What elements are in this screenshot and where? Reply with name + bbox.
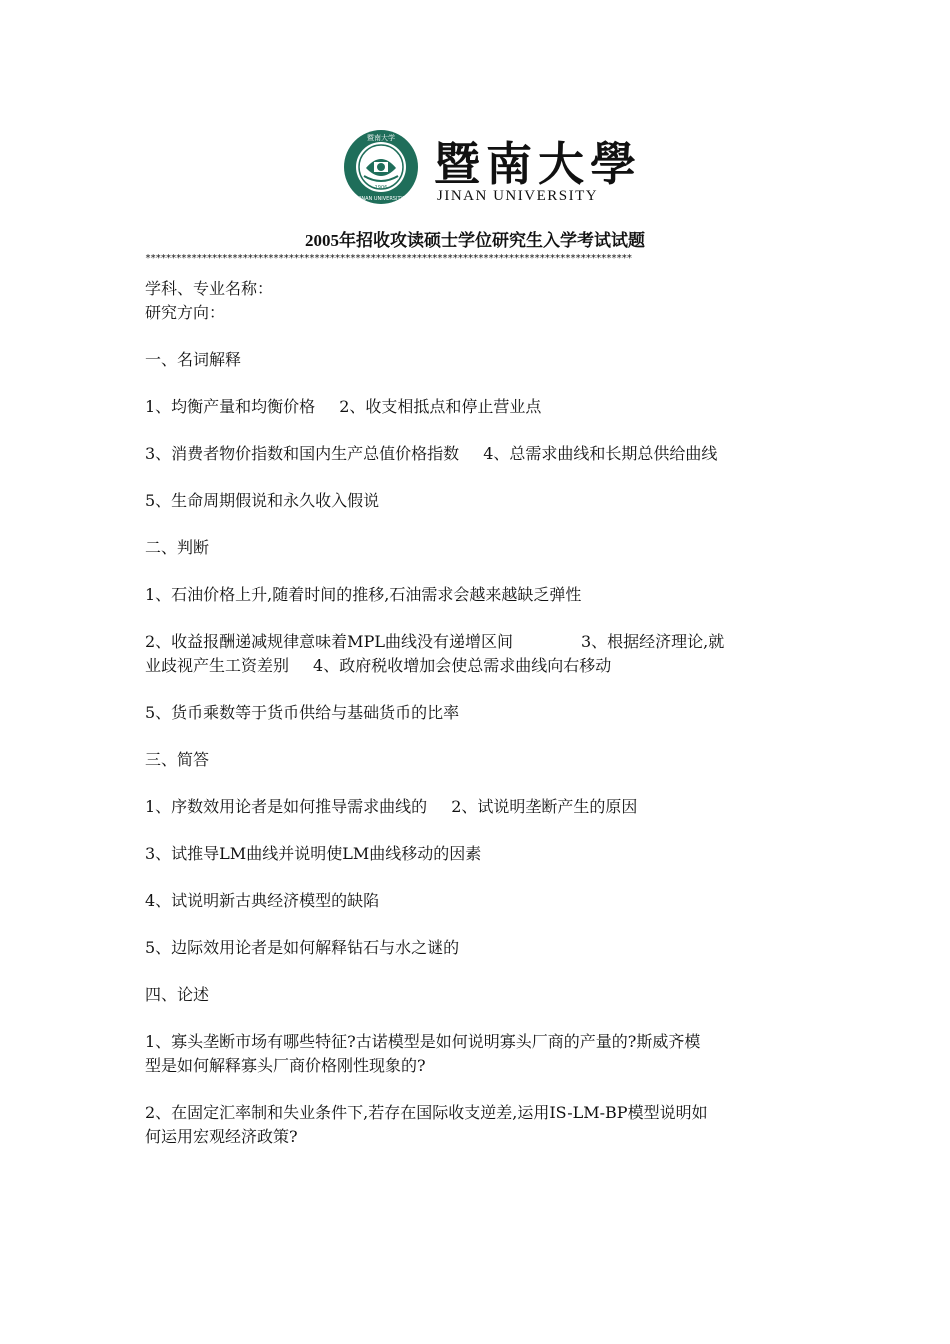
seal-year: 1906: [374, 185, 388, 191]
exam-content: [145, 277, 810, 1149]
question-item: 3、消费者物价指数和国内生产总值价格指数: [145, 444, 460, 463]
direction-label: 研究方向：: [145, 303, 226, 322]
section-heading-2: 二、判断: [145, 538, 210, 557]
question-item: 4、总需求曲线和长期总供给曲线: [483, 444, 718, 463]
question-item: 1、寡头垄断市场有哪些特征?古诺模型是如何说明寡头厂商的产量的?斯威齐模: [145, 1032, 701, 1051]
question-item: 3、根据经济理论,就: [580, 632, 725, 651]
question-item: 业歧视产生工资差别: [145, 656, 290, 675]
section-heading-1: 一、名词解释: [145, 350, 242, 369]
question-line: [145, 630, 810, 654]
question-item: 5、生命周期假说和永久收入假说: [145, 491, 380, 510]
seal-bottom-text: JINAN UNIVERSITY: [358, 196, 404, 202]
question-item: 5、货币乘数等于货币供给与基础货币的比率: [145, 703, 460, 722]
section-heading-4: 四、论述: [145, 985, 210, 1004]
question-item: 4、政府税收增加会使总需求曲线向右移动: [313, 656, 612, 675]
question-line: [145, 795, 810, 819]
question-item: 3、试推导LM曲线并说明使LM曲线移动的因素: [145, 844, 482, 863]
question-line: [145, 442, 810, 466]
question-item: 1、均衡产量和均衡价格: [145, 397, 316, 416]
question-item: 2、收益报酬递减规律意味着MPL曲线没有递增区间: [145, 632, 513, 651]
university-logo: [342, 128, 642, 206]
question-item: 2、试说明垄断产生的原因: [451, 797, 638, 816]
exam-title: 2005年招收攻读硕士学位研究生入学考试试题: [305, 231, 645, 250]
question-item: 1、石油价格上升,随着时间的推移,石油需求会越来越缺乏弹性: [145, 585, 582, 604]
separator-line: ***********************************************************************************************: [145, 253, 632, 264]
logo-chinese-name: 暨南大學: [434, 137, 642, 191]
question-item: 2、收支相抵点和停止营业点: [339, 397, 542, 416]
seal-top-text: 暨南大学: [367, 134, 395, 142]
question-line: [145, 395, 810, 419]
question-item: 1、序数效用论者是如何推导需求曲线的: [145, 797, 428, 816]
question-item: 5、边际效用论者是如何解释钻石与水之谜的: [145, 938, 460, 957]
question-line: [145, 654, 810, 678]
university-seal-icon: [342, 128, 420, 206]
subject-label: 学科、专业名称：: [145, 279, 274, 298]
question-item: 何运用宏观经济政策?: [145, 1127, 298, 1146]
question-item: 2、在固定汇率制和失业条件下,若存在国际收支逆差,运用IS-LM-BP模型说明如: [145, 1103, 708, 1122]
logo-english-name: JINAN UNIVERSITY: [437, 188, 599, 204]
question-item: 型是如何解释寡头厂商价格刚性现象的?: [145, 1056, 426, 1075]
section-heading-3: 三、简答: [145, 750, 210, 769]
question-item: 4、试说明新古典经济模型的缺陷: [145, 891, 380, 910]
